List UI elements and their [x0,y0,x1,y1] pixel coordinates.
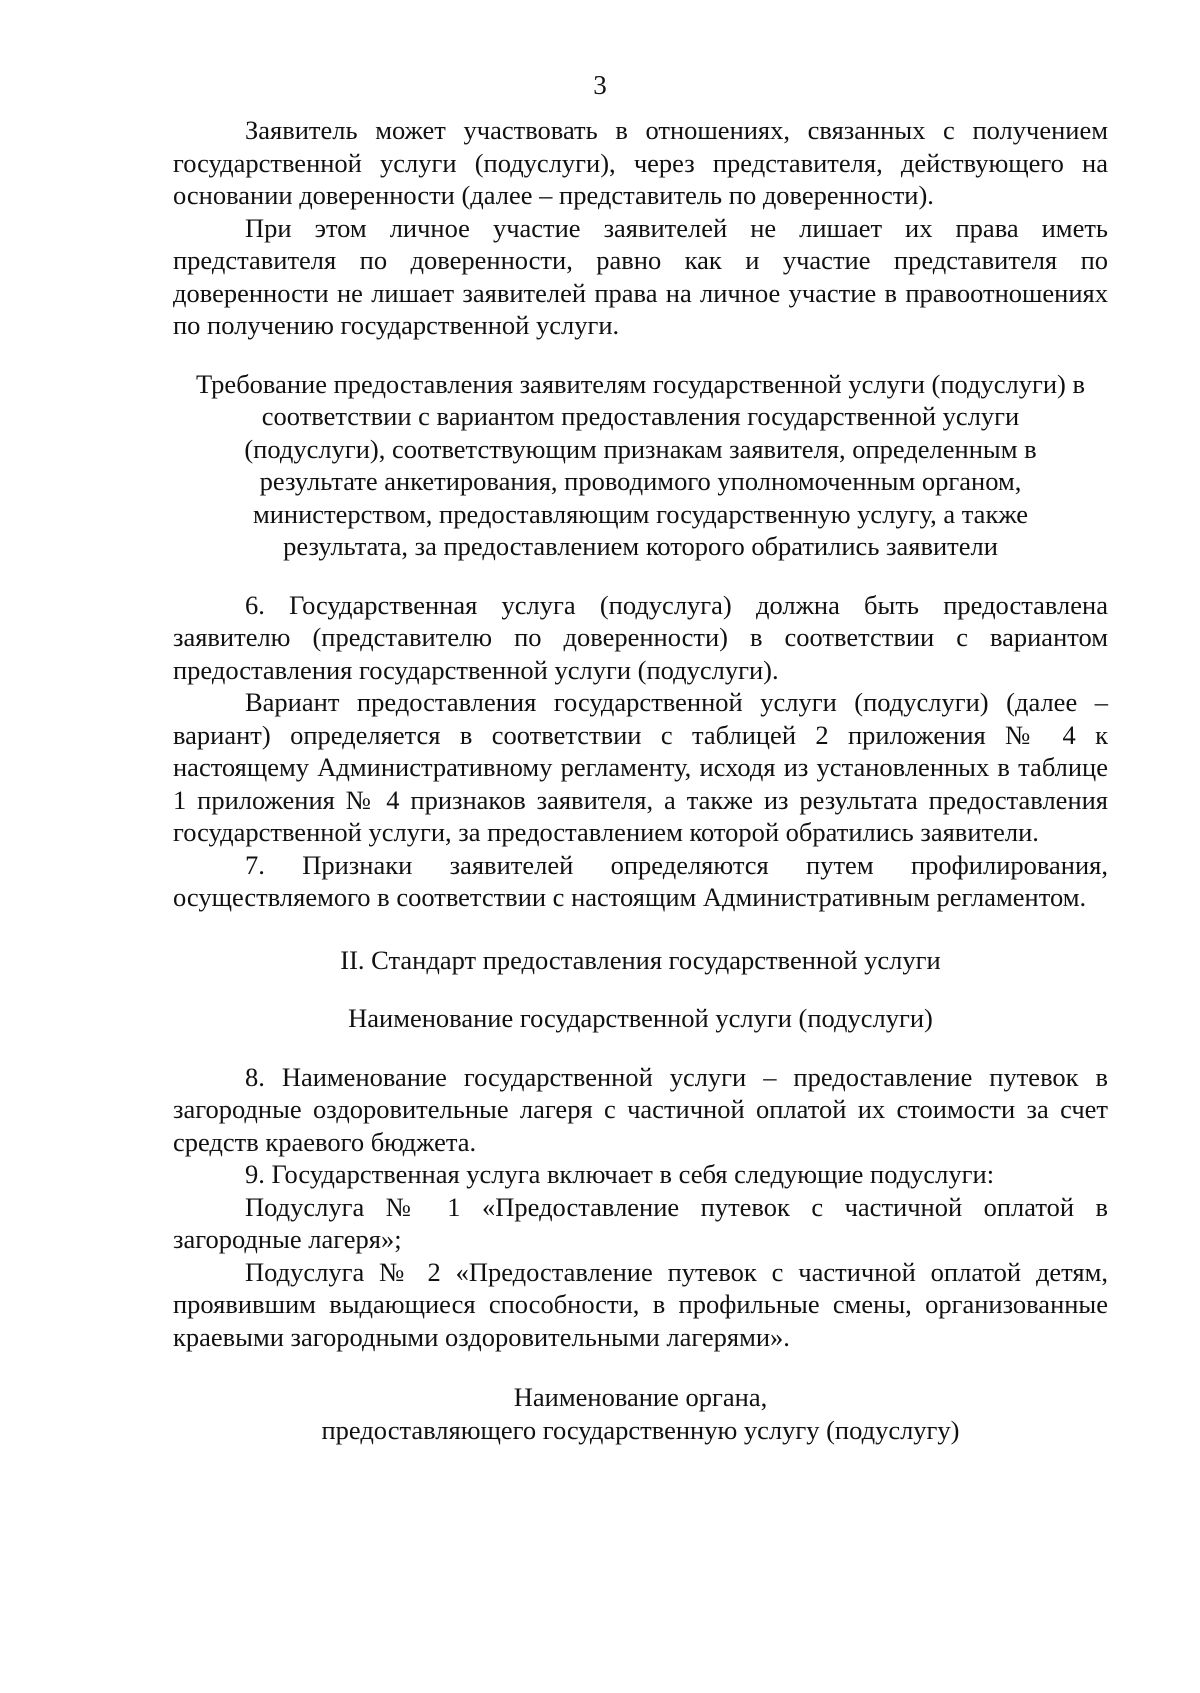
paragraph-subservice-1: Подуслуга № 1 «Предоставление путевок с частичной оплатой в загородные лагеря»; [173,1191,1108,1254]
page-number: 3 [593,70,607,100]
paragraph-8: 8. Наименование государственной услуги – предоставление путевок в загородные оздоровительные лагеря с частичной оплатой их стоимости за счет средств краевого бюджета. [173,1061,1108,1157]
section-2-title: II. Стандарт предоставления государственной услуги [340,944,941,975]
paragraph-7: 7. Признаки заявителей определяются путем профилирования, осуществляемого в соответствии с настоящим Административным регламентом. [173,849,1108,912]
paragraph-representative: Заявитель может участвовать в отношениях, связанных с получением государственной услуги (подуслуги), через представителя, действующего на основании доверенности (далее – представитель по доверенности). [173,115,1108,210]
paragraph-6-variant: Вариант предоставления государственной услуги (подуслуги) (далее – вариант) определяется в соответствии с таблицей 2 приложения № 4 к настоящему Административному регламенту, исходя из установленных в таблице 1 приложения № 4 признаков заявителя, а также из результата предоставления государственной услуги, за предоставлением которой обратились заявители. [173,687,1108,847]
heading-authority-line-2: предоставляющего государственную услугу (подуслугу) [321,1414,960,1445]
document-body [173,114,1108,1446]
heading-requirement: Требование предоставления заявителям государственной услуги (подуслуги) в соответствии с вариантом предоставления государственной услуги (подуслуги), соответствующим признакам заявителя, определенным в результате анкетирования, проводимого уполномоченным органом, министерством, предоставляющим государственную услугу, а также результата, за предоставлением которого обратились заявители [196,368,1085,561]
paragraph-9: 9. Государственная услуга включает в себя следующие подуслуги: [245,1159,995,1189]
heading-authority-line-1: Наименование органа, [513,1382,768,1412]
paragraph-personal-participation: При этом личное участие заявителей не лишает их права иметь представителя по доверенности, равно как и участие представителя по доверенности не лишает заявителей права на личное участие в правоотношениях по получению государственной услуги. [173,212,1108,340]
paragraph-subservice-2: Подуслуга № 2 «Предоставление путевок с частичной оплатой детям, проявившим выдающиеся способности, в профильные смены, организованные краевыми загородными оздоровительными лагерями». [173,1256,1108,1352]
paragraph-6: 6. Государственная услуга (подуслуга) должна быть предоставлена заявителю (представителю по доверенности) в соответствии с вариантом предоставления государственной услуги (подуслуги). [173,589,1108,685]
heading-service-name: Наименование государственной услуги (подуслуги) [348,1003,933,1033]
